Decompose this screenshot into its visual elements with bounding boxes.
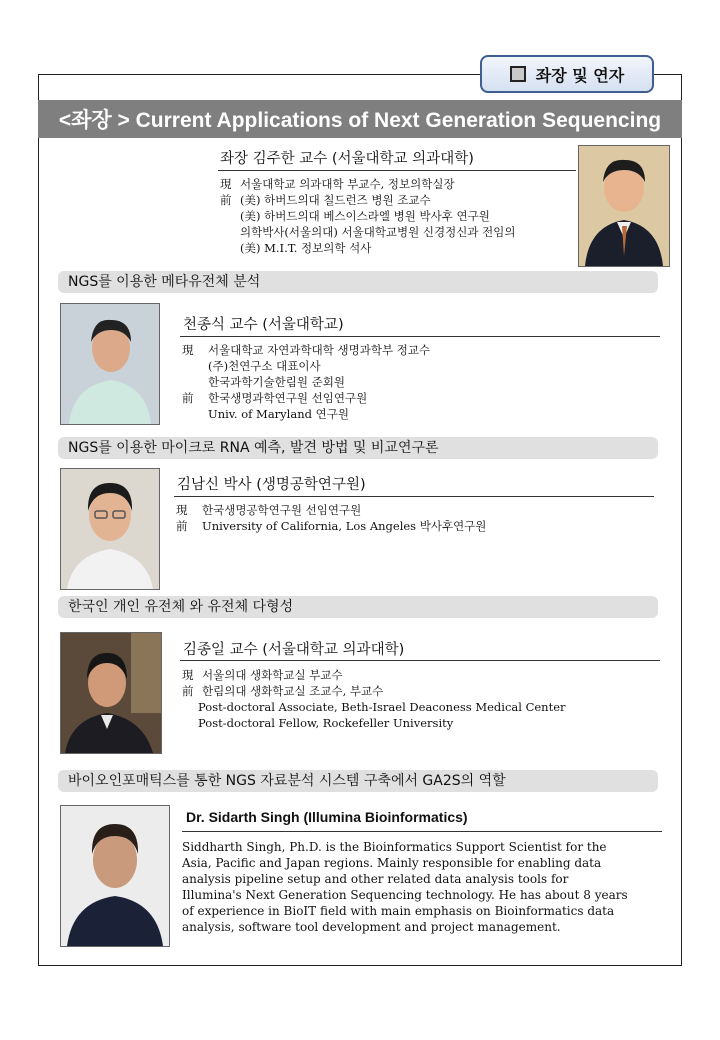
speaker-description-4: Siddharth Singh, Ph.D. is the Bioinformatics Support Scientist for the Asia, Pacific and Japan regions. Mainly responsible for enabling data analysis pipeline setup and other related data analysis tools for Illumina's Next Generation Sequencing technology. He has about 8 years of experience in BioIT field with main emphasis on Bioinformatics data analysis, software tool development and project management. — [182, 840, 628, 934]
chair-photo — [578, 145, 670, 267]
checkbox-square-icon — [510, 66, 526, 82]
speaker-rule-1 — [180, 336, 660, 337]
section-header-4: 바이오인포매틱스를 통한 NGS 자료분석 시스템 구축에서 GA2S의 역할 — [58, 770, 658, 792]
portrait-icon — [579, 146, 669, 266]
speaker-name-1: 천종식 교수 (서울대학교) — [183, 317, 344, 333]
speaker-bio-1: 現 서울대학교 자연과학대학 생명과학부 정교수 (주)천연구소 대표이사 한국과학기술한림원 준회원 前 한국생명과학연구원 선임연구원 Univ. of Maryland 연구원 — [182, 343, 431, 421]
portrait-icon — [61, 633, 161, 753]
speakers-tab — [480, 55, 654, 93]
portrait-icon — [61, 304, 159, 424]
speaker-name-4: Dr. Sidarth Singh (Illumina Bioinformatics) — [186, 809, 468, 825]
section-header-1: NGS를 이용한 메타유전체 분석 — [58, 271, 658, 293]
section-header-3: 한국인 개인 유전체 와 유전체 다형성 — [58, 596, 658, 618]
speaker-photo-2 — [60, 468, 160, 590]
speaker-name-3: 김종일 교수 (서울대학교 의과대학) — [183, 642, 405, 658]
speaker-photo-4 — [60, 805, 170, 947]
banner-title: <좌장 > Current Applications of Next Generation Sequencing — [58, 109, 662, 132]
session-banner — [38, 100, 682, 138]
portrait-icon — [61, 806, 169, 946]
chair-rule — [218, 170, 576, 171]
chair-name: 좌장 김주한 교수 (서울대학교 의과대학) — [220, 151, 474, 167]
speaker-photo-3 — [60, 632, 162, 754]
speaker-rule-3 — [180, 660, 660, 661]
portrait-icon — [61, 469, 159, 589]
tab-label: 좌장 및 연자 — [535, 65, 625, 85]
chair-bio: 現 서울대학교 의과대학 부교수, 정보의학실장 前 (美) 하버드의대 칠드런즈 병원 조교수 (美) 하버드의대 베스이스라엘 병원 박사후 연구원 의학박사(서울의대) 서울대학교병원 신경정신과 전임의 (美) M.I.T. 정보의학 석사 — [220, 177, 516, 255]
speaker-bio-2: 現 한국생명공학연구원 선임연구원 前 University of California, Los Angeles 박사후연구원 — [176, 503, 487, 533]
speaker-rule-4 — [182, 831, 662, 832]
speaker-bio-3: 現 서울의대 생화학교실 부교수 前 한림의대 생화학교실 조교수, 부교수 Post-doctoral Associate, Beth-Israel Deaconess Medical Center Post-doctoral Fellow, Rockefeller University — [182, 668, 566, 730]
speaker-photo-1 — [60, 303, 160, 425]
speaker-name-2: 김남신 박사 (생명공학연구원) — [177, 477, 366, 493]
section-header-2: NGS를 이용한 마이크로 RNA 예측, 발견 방법 및 비교연구론 — [58, 437, 658, 459]
speaker-rule-2 — [174, 496, 654, 497]
